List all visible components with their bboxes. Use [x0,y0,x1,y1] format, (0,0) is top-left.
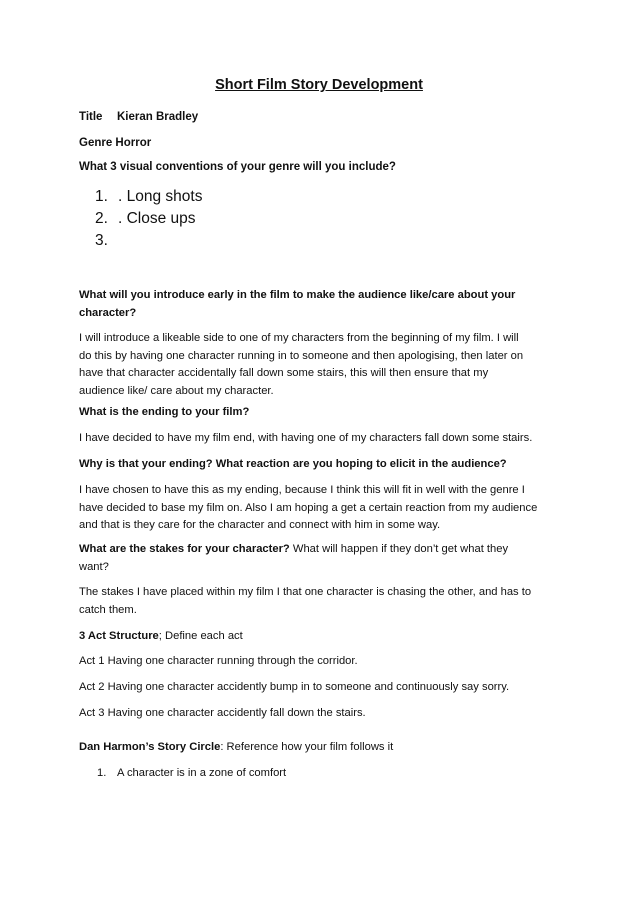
answer-line: I have chosen to have this as my ending, because I think this will fit in well with the genre I [79,484,525,496]
question-line: What is the ending to your film? [79,406,250,418]
convention-number: 2. [95,210,108,227]
question-why [79,456,569,474]
question-line [79,541,569,559]
answer-why [79,482,569,535]
answer-line: I have decided to have my film end, with having one of my characters fall down some stairs. [79,432,533,444]
answer-line: catch them. [79,603,137,616]
answer-line: have decided to base my film on. Also I am hoping a get a certain reaction from my audience [79,501,538,514]
question-stakes-rest: What will happen if they don’t get what they [289,543,509,555]
title-value: Kieran Bradley [117,111,199,123]
question-line: character? [79,306,137,319]
answer-line: and that is they care for the character and connect with him in some way. [79,519,441,532]
title-label: Title [79,111,103,123]
convention-number: 1. [95,188,108,205]
question-conventions: What 3 visual conventions of your genre will you include? [79,161,396,173]
question-introduce [79,287,569,322]
act-line: Act 3 Having one character accidently fall down the stairs. [79,707,366,719]
answer-introduce [79,330,569,400]
convention-item: . Close ups [118,210,196,227]
question-line: want? [79,560,109,573]
question-line: What will you introduce early in the film to make the audience like/care about your [79,289,516,301]
act-structure-heading [79,628,569,646]
act-1 [79,653,569,671]
question-stakes [79,541,569,576]
convention-number: 3. [95,232,108,249]
answer-line: I will introduce a likeable side to one of my characters from the beginning of my film. I will [79,332,519,344]
act-structure-bold: 3 Act Structure [79,630,159,642]
act-line: Act 1 Having one character running through the corridor. [79,655,358,667]
convention-item: . Long shots [118,188,203,205]
heading-line [79,739,569,757]
question-line: Why is that your ending? What reaction are you hoping to elicit in the audience? [79,458,507,470]
act-3 [79,705,569,723]
story-circle-rest: : Reference how your film follows it [220,741,394,753]
act-structure-rest: ; Define each act [158,630,243,642]
act-line: Act 2 Having one character accidently bump in to someone and continuously say sorry. [79,681,510,693]
answer-line: audience like/ care about my character. [79,384,274,397]
circle-item: A character is in a zone of comfort [117,767,287,779]
circle-item-number: 1. [97,767,107,779]
story-circle-heading [79,739,569,757]
page-title: Short Film Story Development [215,77,423,93]
answer-stakes [79,584,569,619]
answer-line: The stakes I have placed within my film I that one character is chasing the other, and has to [79,586,532,598]
question-ending [79,404,569,422]
answer-line: have that character accidentally fall down some stairs, this will then ensure that my [79,367,489,380]
act-2 [79,679,569,697]
answer-line: do this by having one character running in to someone and then apologising, then later on [79,349,524,362]
genre-line: Genre Horror [79,137,152,149]
question-stakes-bold: What are the stakes for your character? [79,543,290,555]
story-circle-bold: Dan Harmon’s Story Circle [79,741,221,753]
answer-ending [79,430,569,448]
heading-line [79,628,569,646]
